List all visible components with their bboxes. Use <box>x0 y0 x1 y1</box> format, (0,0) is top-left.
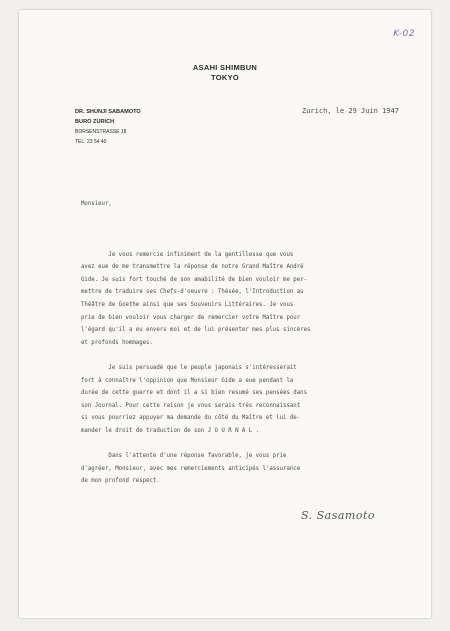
text-line: mettre de traduire ses Chefs-d'oeuvre : Thésée, l'Introduction au <box>81 289 304 296</box>
text-line: Gide. Je suis fort touché de son amabilité de bien vouloir me per- <box>81 276 307 283</box>
text-line: Dans l'attente d'une réponse favorable, je vous prie <box>81 453 287 460</box>
letter-body <box>81 173 411 526</box>
sender-name: DR. SHUNJI SABAMOTO <box>75 109 141 115</box>
text-line: prie de bien vouloir vous charger de remercier votre Maître pour <box>81 314 301 321</box>
letterhead-city: TOKYO <box>210 73 240 82</box>
letterhead <box>19 63 431 83</box>
archive-mark: K-02 <box>393 29 415 39</box>
text-line: Je vous remercie infiniment de la gentillesse que vous <box>81 251 294 258</box>
text-line: si vous pourriez appuyer ma demande du côté du Maître et lui de- <box>81 415 301 422</box>
text-line: Théâtre de Goethe ainsi que ses Souvenirs Littéraires. Je vous <box>81 301 294 308</box>
paragraph <box>81 249 411 350</box>
text-line: l'égard qu'il a eu envers moi et de lui présenter mes plus sincères <box>81 327 311 334</box>
text-line: durée de cette guerre et dont il a si bien resumé ses pensées dans <box>81 390 307 397</box>
paragraph <box>81 450 411 488</box>
text-line: et profonds hommages. <box>81 339 153 346</box>
letter-page <box>19 10 431 618</box>
salutation: Monsieur, <box>81 201 112 208</box>
text-line: Je suis persuadé que le peuple japonais s'intéresserait <box>81 364 297 371</box>
paragraph <box>81 362 411 438</box>
text-line: avez eue de me transmettre la réponse de notre Grand Maître André <box>81 264 304 271</box>
text-line: mander le droit de traduction de son J O U R N A L . <box>81 427 260 434</box>
text-line: fort à connaître l'oppinion que Monsieur Gide a eue pendant la <box>81 377 294 384</box>
sender-block <box>75 107 141 147</box>
sender-tel: TEL. 23 54 40 <box>75 139 107 145</box>
text-line: d'agréer, Monsieur, avec mes remerciements anticipés l'assurance <box>81 465 301 472</box>
letter-date: Zurich, le 29 Juin 1947 <box>302 107 399 115</box>
sender-office: BURO ZÜRICH <box>75 119 115 125</box>
text-line: de mon profond respect. <box>81 478 160 485</box>
paragraphs <box>81 249 411 488</box>
signature: S. Sasamoto <box>301 509 376 522</box>
text-line: son Journal. Pour cette raison je vous serais très reconnaissant <box>81 402 301 409</box>
letterhead-name: ASAHI SHIMBUN <box>192 63 258 72</box>
sender-street: BORSENSTRASSE 18 <box>75 129 127 135</box>
